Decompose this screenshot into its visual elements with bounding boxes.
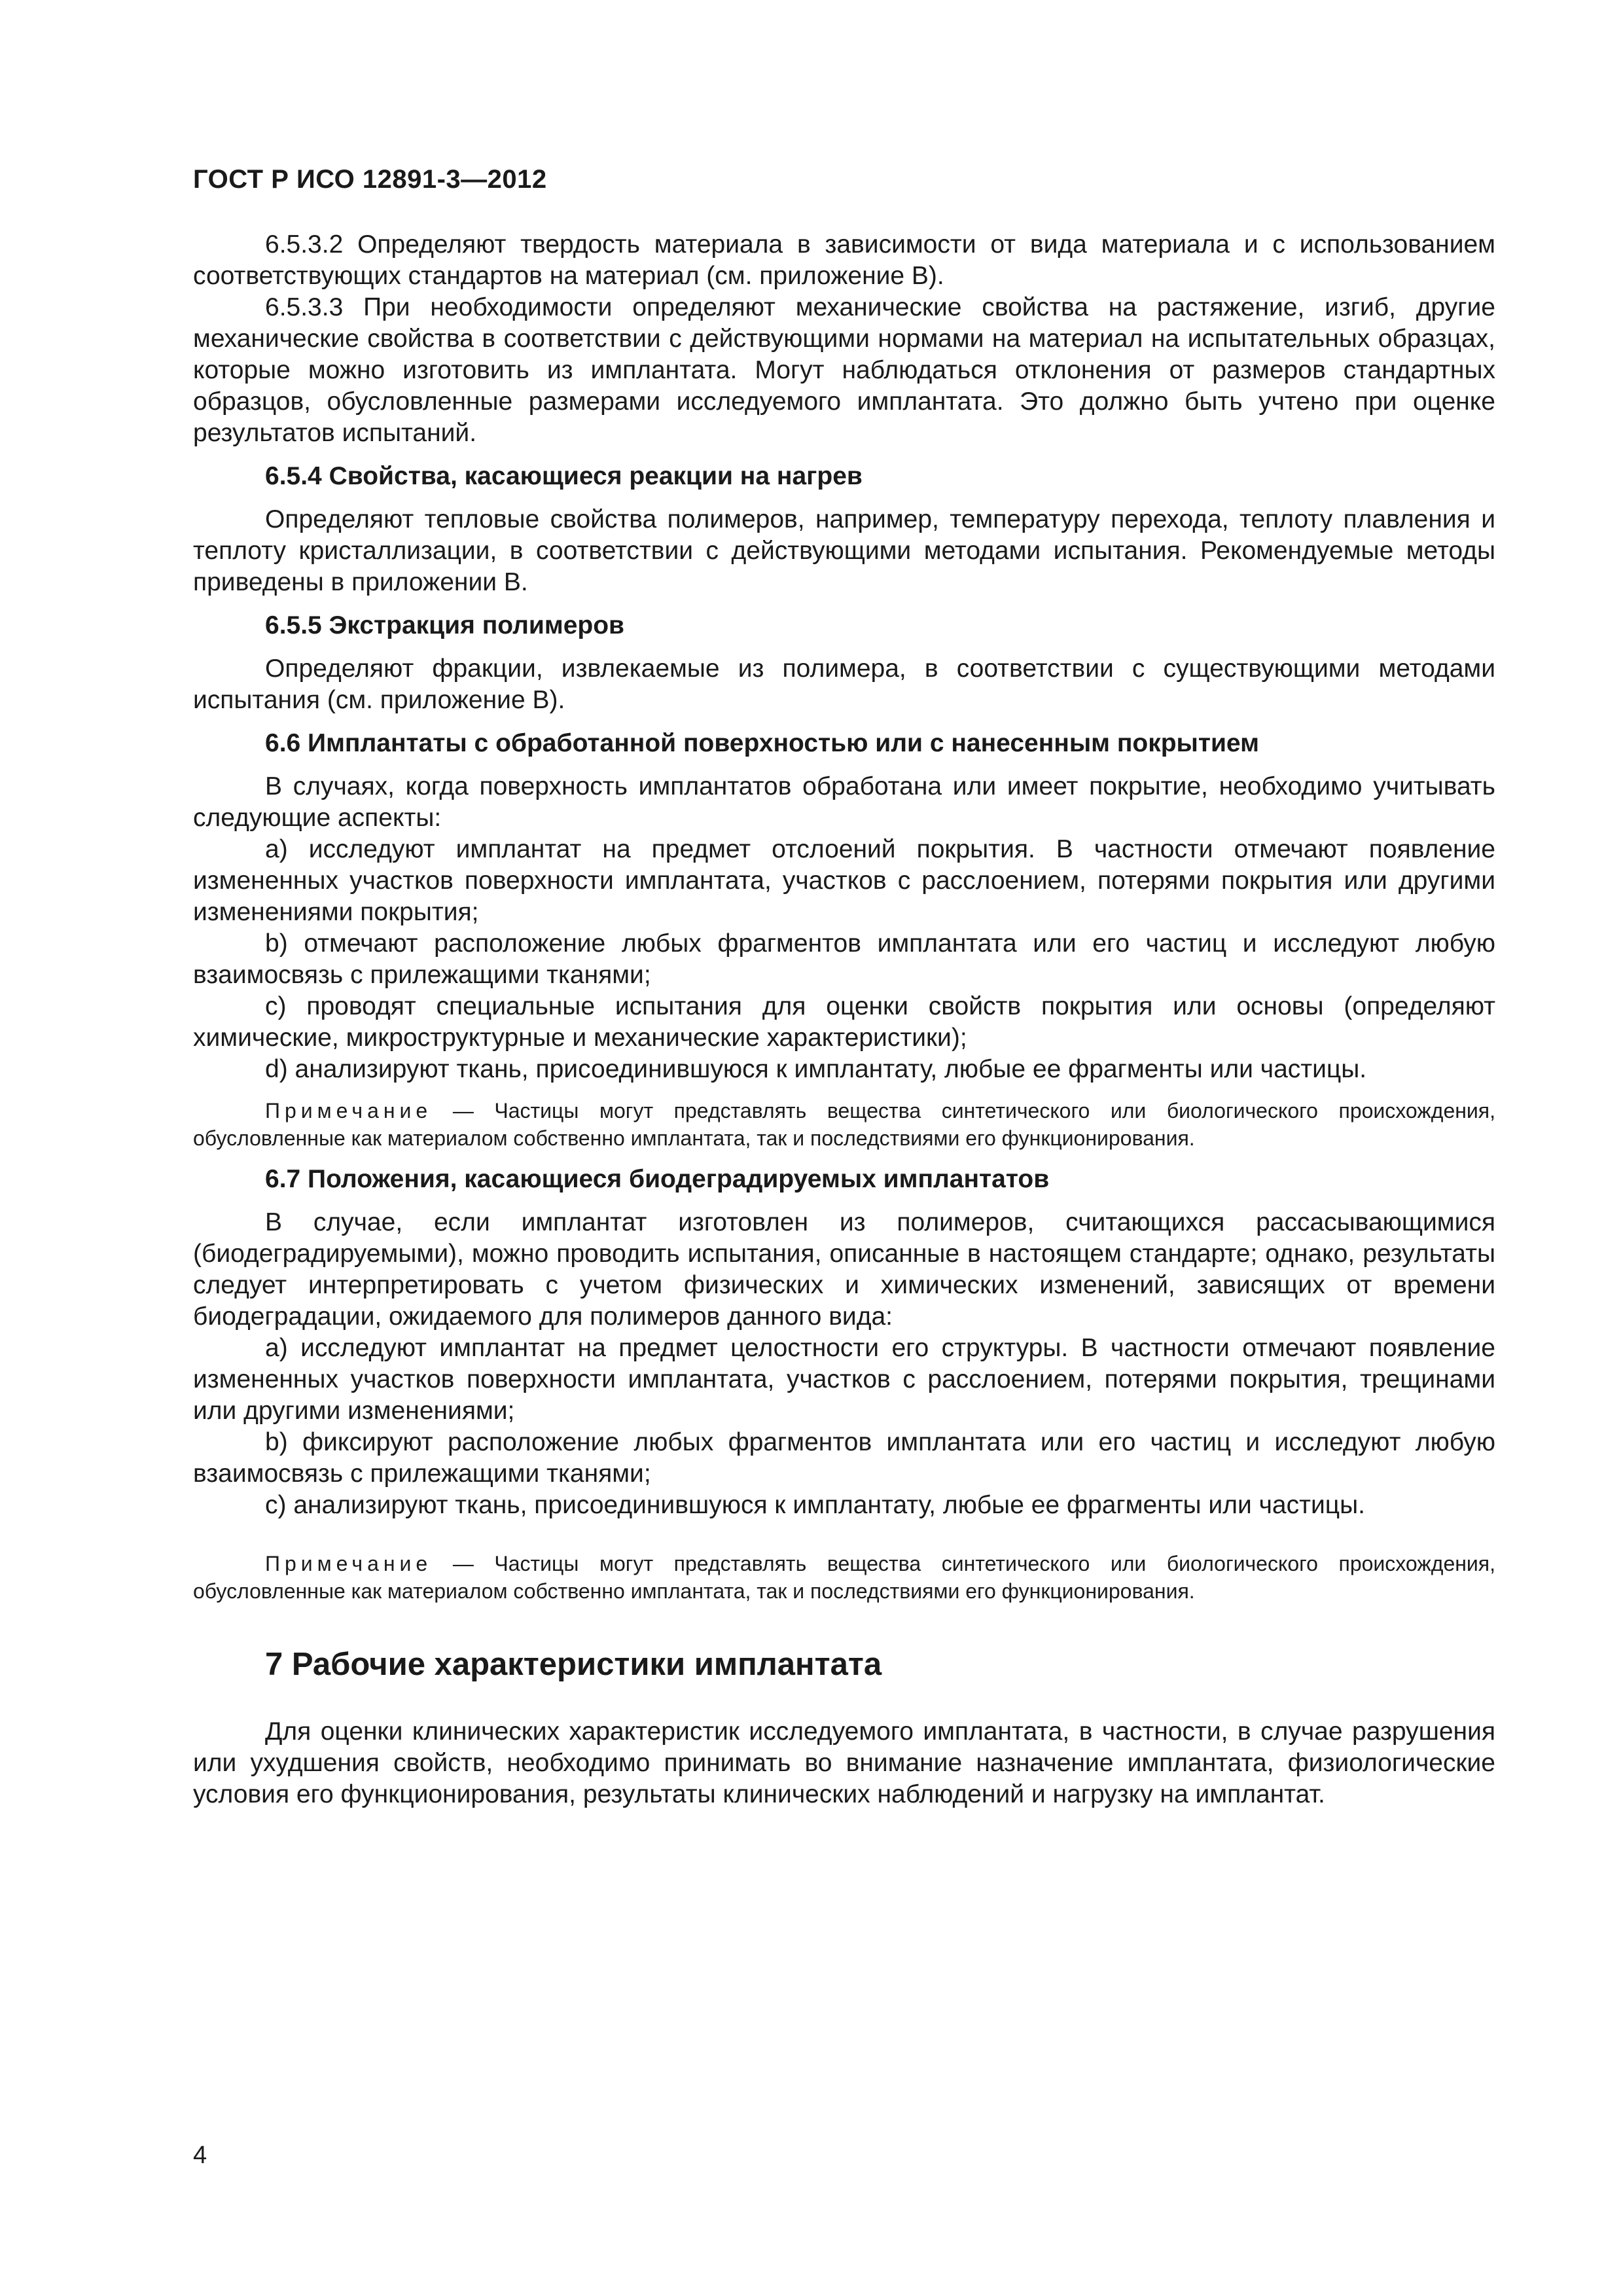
page-number: 4 [193, 2142, 207, 2169]
paragraph-6-5-3-2: 6.5.3.2 Определяют твердость материала в зависимости от вида материала и с использованием соответствующих стандартов на материал (см. приложение В). [193, 230, 1495, 290]
note-1-text: — Частицы могут представлять вещества синтетического или биологического происхождения, обусловленные как материалом собственно имплантата, так и последствиями его функционирования. [193, 1099, 1496, 1150]
note-label: Примечание [265, 1099, 433, 1122]
note-2 [193, 1550, 1495, 1605]
note-1 [193, 1097, 1495, 1152]
heading-6-5-4: 6.5.4 Свойства, касающиеся реакции на нагрев [265, 462, 863, 490]
section-heading-7: 7 Рабочие характеристики имплантата [265, 1647, 882, 1682]
list-item-6-7-a: a) исследуют имплантат на предмет целостности его структуры. В частности отмечают появление измененных участков поверхности имплантата, участков с расслоением, потерями покрытия, трещинами или другими изменениями; [193, 1334, 1495, 1425]
paragraph-6-7-intro: В случае, если имплантат изготовлен из полимеров, считающихся рассасывающимися (биодеградируемыми), можно проводить испытания, описанные в настоящем стандарте; однако, результаты следует интерпретировать с учетом физических и химических изменений, зависящих от времени биодеградации, ожидаемого для полимеров данного вида: [193, 1208, 1495, 1331]
note-2-text: — Частицы могут представлять вещества синтетического или биологического происхождения, обусловленные как материалом собственно имплантата, так и последствиями его функционирования. [193, 1552, 1496, 1603]
heading-6-5-5: 6.5.5 Экстракция полимеров [265, 611, 625, 639]
document-page [193, 164, 1495, 2258]
document-code-header: ГОСТ Р ИСО 12891-3—2012 [193, 165, 547, 194]
list-item-6-7-b: b) фиксируют расположение любых фрагментов имплантата или его частиц и исследуют любую взаимосвязь с прилежащими тканями; [193, 1428, 1495, 1488]
list-item-6-6-d: d) анализируют ткань, присоединившуюся к имплантату, любые ее фрагменты или частицы. [265, 1055, 1367, 1083]
heading-6-7: 6.7 Положения, касающиеся биодеградируемых имплантатов [265, 1165, 1050, 1193]
list-item-6-6-c: c) проводят специальные испытания для оценки свойств покрытия или основы (определяют химические, микроструктурные и механические характеристики); [193, 992, 1495, 1052]
paragraph-6-6-intro: В случаях, когда поверхность имплантатов обработана или имеет покрытие, необходимо учитывать следующие аспекты: [193, 772, 1495, 832]
list-item-6-7-c: c) анализируют ткань, присоединившуюся к имплантату, любые ее фрагменты или частицы. [265, 1491, 1365, 1519]
paragraph-6-5-4: Определяют тепловые свойства полимеров, например, температуру перехода, теплоту плавления и теплоту кристаллизации, в соответствии с действующими методами испытания. Рекомендуемые методы приведены в приложении В. [193, 505, 1495, 596]
list-item-6-6-b: b) отмечают расположение любых фрагментов имплантата или его частиц и исследуют любую взаимосвязь с прилежащими тканями; [193, 929, 1495, 989]
heading-6-6: 6.6 Имплантаты с обработанной поверхностью или с нанесенным покрытием [265, 729, 1259, 757]
paragraph-6-5-5: Определяют фракции, извлекаемые из полимера, в соответствии с существующими методами испытания (см. приложение В). [193, 655, 1495, 714]
paragraph-6-5-3-3: 6.5.3.3 При необходимости определяют механические свойства на растяжение, изгиб, другие механические свойства в соответствии с действующими нормами на материал на испытательных образцах, которые можно изготовить из имплантата. Могут наблюдаться отклонения от размеров стандартных образцов, обусловленные размерами исследуемого имплантата. Это должно быть учтено при оценке результатов испытаний. [193, 293, 1495, 447]
note-label: Примечание [265, 1552, 433, 1575]
list-item-6-6-a: a) исследуют имплантат на предмет отслоений покрытия. В частности отмечают появление измененных участков поверхности имплантата, участков с расслоением, потерями покрытия или другими изменениями покрытия; [193, 835, 1495, 926]
paragraph-7: Для оценки клинических характеристик исследуемого имплантата, в частности, в случае разрушения или ухудшения свойств, необходимо принимать во внимание назначение имплантата, физиологические условия его функционирования, результаты клинических наблюдений и нагрузку на имплантат. [193, 1717, 1495, 1808]
